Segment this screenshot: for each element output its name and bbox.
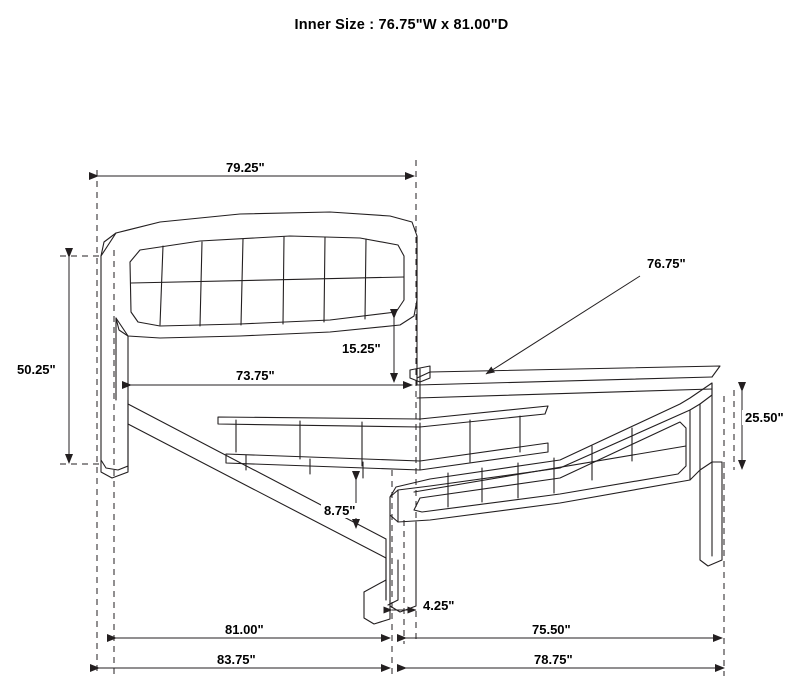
dimension-label-overall-length: 83.75" xyxy=(214,652,259,667)
dimension-label-footboard-height: 25.50" xyxy=(742,410,787,425)
dimension-label-overall-width-bottom: 78.75" xyxy=(531,652,576,667)
dimension-label-inner-width-right: 75.50" xyxy=(529,622,574,637)
dimension-label-leg-offset: 4.25" xyxy=(420,598,457,613)
dimension-label-headboard-height: 50.25" xyxy=(14,362,59,377)
dimension-label-overall-width-top: 79.25" xyxy=(223,160,268,175)
dimension-label-rail-clearance: 8.75" xyxy=(321,503,358,518)
dimension-label-headboard-panel-height: 15.25" xyxy=(339,341,384,356)
page-title: Inner Size : 76.75"W x 81.00"D xyxy=(294,17,509,33)
dimension-label-headboard-panel-width: 73.75" xyxy=(233,368,278,383)
dimension-label-inner-depth: 76.75" xyxy=(644,256,689,271)
dimension-label-inner-length-left: 81.00" xyxy=(222,622,267,637)
